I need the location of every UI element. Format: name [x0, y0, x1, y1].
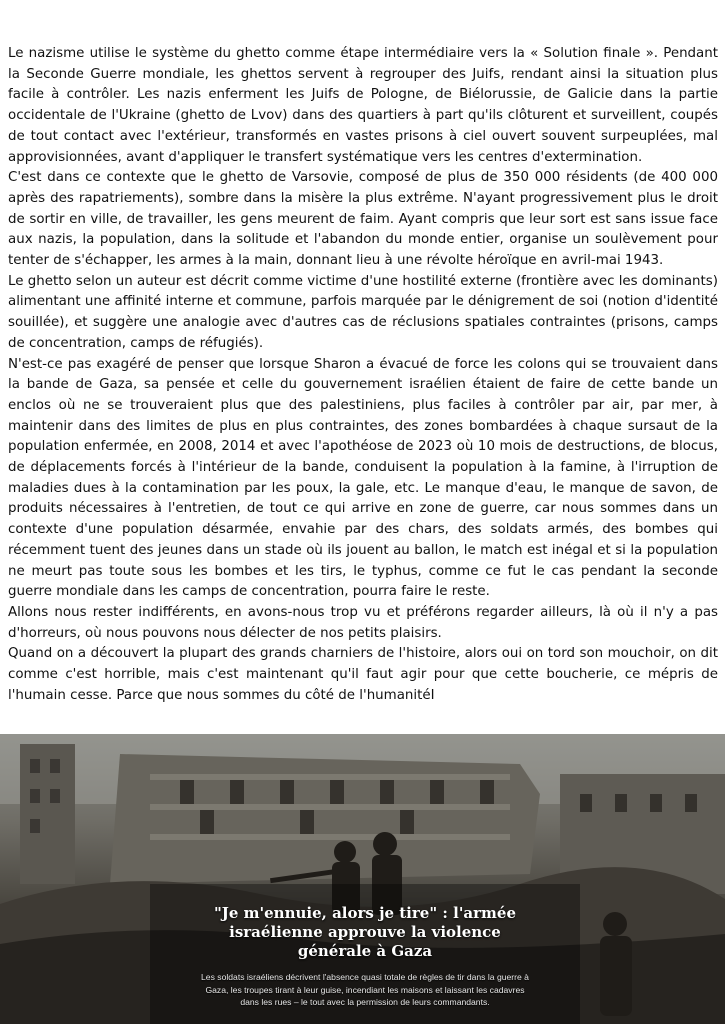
photo-caption: [200, 904, 530, 1009]
paragraph-charniers: Quand on a découvert la plupart des grands charniers de l'histoire, alors oui on tord son mouchoir, on dit comme c'est horrible, mais c'est maintenant qu'il faut agir pour que cette boucherie, ce mépris de l'humain cesse. Parce que nous sommes du côté de l'humanitéI: [8, 646, 718, 703]
photo-subline: Les soldats israéliens décrivent l'absence quasi totale de règles de tir dans la guerre à Gaza, les troupes tirant à leur guise, incendiant les maisons et laissant les cadavres dans les rues – le tout avec la permission de leurs commandants.: [201, 972, 529, 1007]
photo-headline: "Je m'ennuie, alors je tire" : l'armée israélienne approuve la violence générale à Gaza: [213, 904, 516, 960]
news-photo: [0, 734, 725, 1024]
ruined-tower-left: [20, 744, 75, 884]
paragraph-ghetto-varsovie: C'est dans ce contexte que le ghetto de Varsovie, composé de plus de 350 000 résidents (de 400 000 après des rapatriements), sombre dans la misère la plus extrême. N'ayant progressivement plus le droit de sortir en ville, de travailler, les gens meurent de faim. Ayant compris que leur sort est sans issue face aux nazis, la population, dans la solitude et l'abandon du monde entier, organise un soulèvement pour tenter de s'échapper, les armes à la main, donnant lieu à une révolte héroïque en avril-mai 1943.: [8, 170, 718, 269]
ruined-building-center: [110, 754, 540, 884]
paragraph-nazisme-ghetto: Le nazisme utilise le système du ghetto comme étape intermédiaire vers la « Solution finale ». Pendant la Seconde Guerre mondiale, les ghettos servent à regrouper des Juifs, rendant ainsi la situation plus facile à contrôler. Les nazis enferment les Juifs de Pologne, de Biélorussie, de Galicie dans la partie occidentale de l'Ukraine (ghetto de Lvov) dans des quartiers à part qu'ils clôturent et surveillent, coupés de tout contact avec l'extérieur, transformés en vastes prisons à ciel ouvert souvent surpeuplées, mal approvisionnées, avant d'appliquer le transfert systématique vers les centres d'extermination.: [8, 46, 718, 165]
paragraph-gaza: N'est-ce pas exagéré de penser que lorsque Sharon a évacué de force les colons qui se trouvaient dans la bande de Gaza, sa pensée et celle du gouvernement israélien étaient de faire de cette bande un enclos où ne se trouveraient plus que des palestiniens, plus faciles à contrôler par air, par mer, à maintenir dans des limites de plus en plus contraintes, des zones bombardées à chaque sursaut de la population enfermée, en 2008, 2014 et avec l'apothéose de 2023 où 10 mois de destructions, de blocus, de déplacements forcés à l'intérieur de la bande, conduisent la population à la famine, à l'irruption de maladies dues à la contamination par les poux, la gale, etc. Le manque d'eau, le manque de savon, de produits nécessaires à l'entretien, de tout ce qui arrive en zone de guerre, car nous sommes dans un contexte d'une population désarmée, envahie par des chars, des soldats armés, des bombes qui récemment tuent des jeunes dans un stade où ils jouent au ballon, le match est inégal et si la population ne meurt pas toute sous les bombes et les tirs, le typhus, comme ce fut le cas pendant la seconde guerre mondiale dans les camps de concentration, pourra faire le reste.: [8, 356, 718, 600]
paragraph-indifference: Allons nous rester indifférents, en avons-nous trop vu et préférons regarder ailleurs, là où il n'y a pas d'horreurs, où nous pouvons nous délecter de nos petits plaisirs.: [8, 604, 718, 641]
article-body: [8, 44, 718, 707]
paragraph-ghetto-definition: Le ghetto selon un auteur est décrit comme victime d'une hostilité externe (frontière avec les dominants) alimentant une affinité interne et commune, parfois marquée par le dénigrement de soi (notion d'identité souillée), et suggère une analogie avec d'autres cas de réclusions spatiales contraintes (prisons, camps de concentration, camps de réfugiés).: [8, 273, 718, 351]
